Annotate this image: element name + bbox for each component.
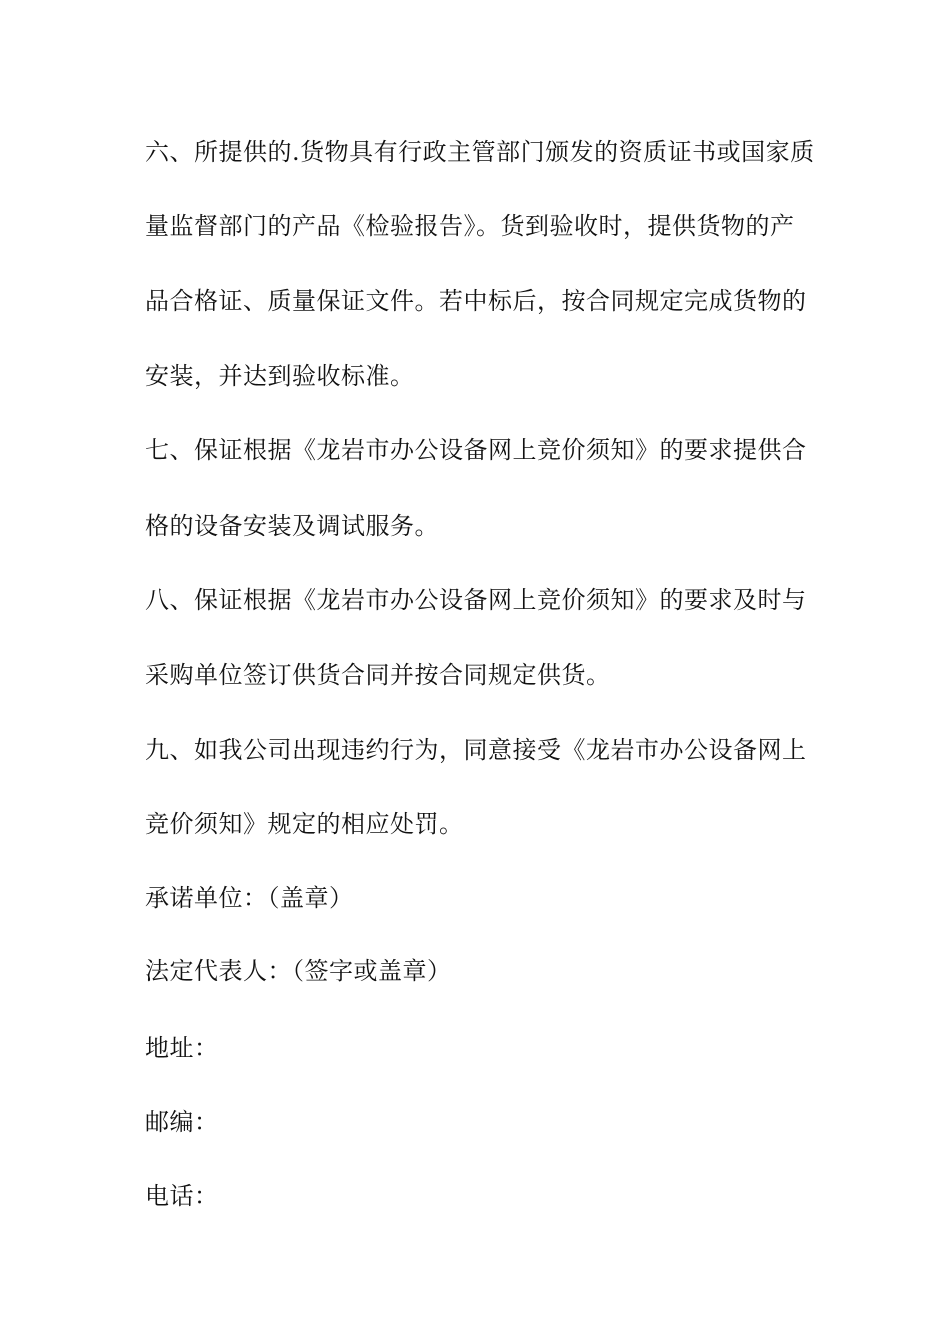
committing-unit-field: 承诺单位：（盖章）	[145, 884, 354, 912]
clause-8-line-2: 采购单位签订供货合同并按合同规定供货。	[145, 661, 611, 689]
phone-field: 电话：	[145, 1182, 219, 1210]
clause-6-line-2: 量监督部门的产品《检验报告》。货到验收时，提供货物的产	[145, 212, 795, 240]
clause-9-line-1: 九、如我公司出现违约行为，同意接受《龙岩市办公设备网上	[145, 736, 807, 764]
clause-7-line-1: 七、保证根据《龙岩市办公设备网上竞价须知》的要求提供合	[145, 436, 807, 464]
clause-7-line-2: 格的设备安装及调试服务。	[145, 512, 439, 540]
address-field: 地址：	[145, 1034, 219, 1062]
clause-6-line-3: 品合格证、质量保证文件。若中标后，按合同规定完成货物的	[145, 287, 807, 315]
clause-9-line-2: 竞价须知》规定的相应处罚。	[145, 810, 464, 838]
postcode-field: 邮编：	[145, 1108, 219, 1136]
clause-8-line-1: 八、保证根据《龙岩市办公设备网上竞价须知》的要求及时与	[145, 586, 807, 614]
clause-6-line-4: 安装，并达到验收标准。	[145, 362, 415, 390]
legal-representative-field: 法定代表人：（签字或盖章）	[145, 957, 452, 985]
clause-6-line-1: 六、所提供的.货物具有行政主管部门颁发的资质证书或国家质	[145, 138, 815, 166]
